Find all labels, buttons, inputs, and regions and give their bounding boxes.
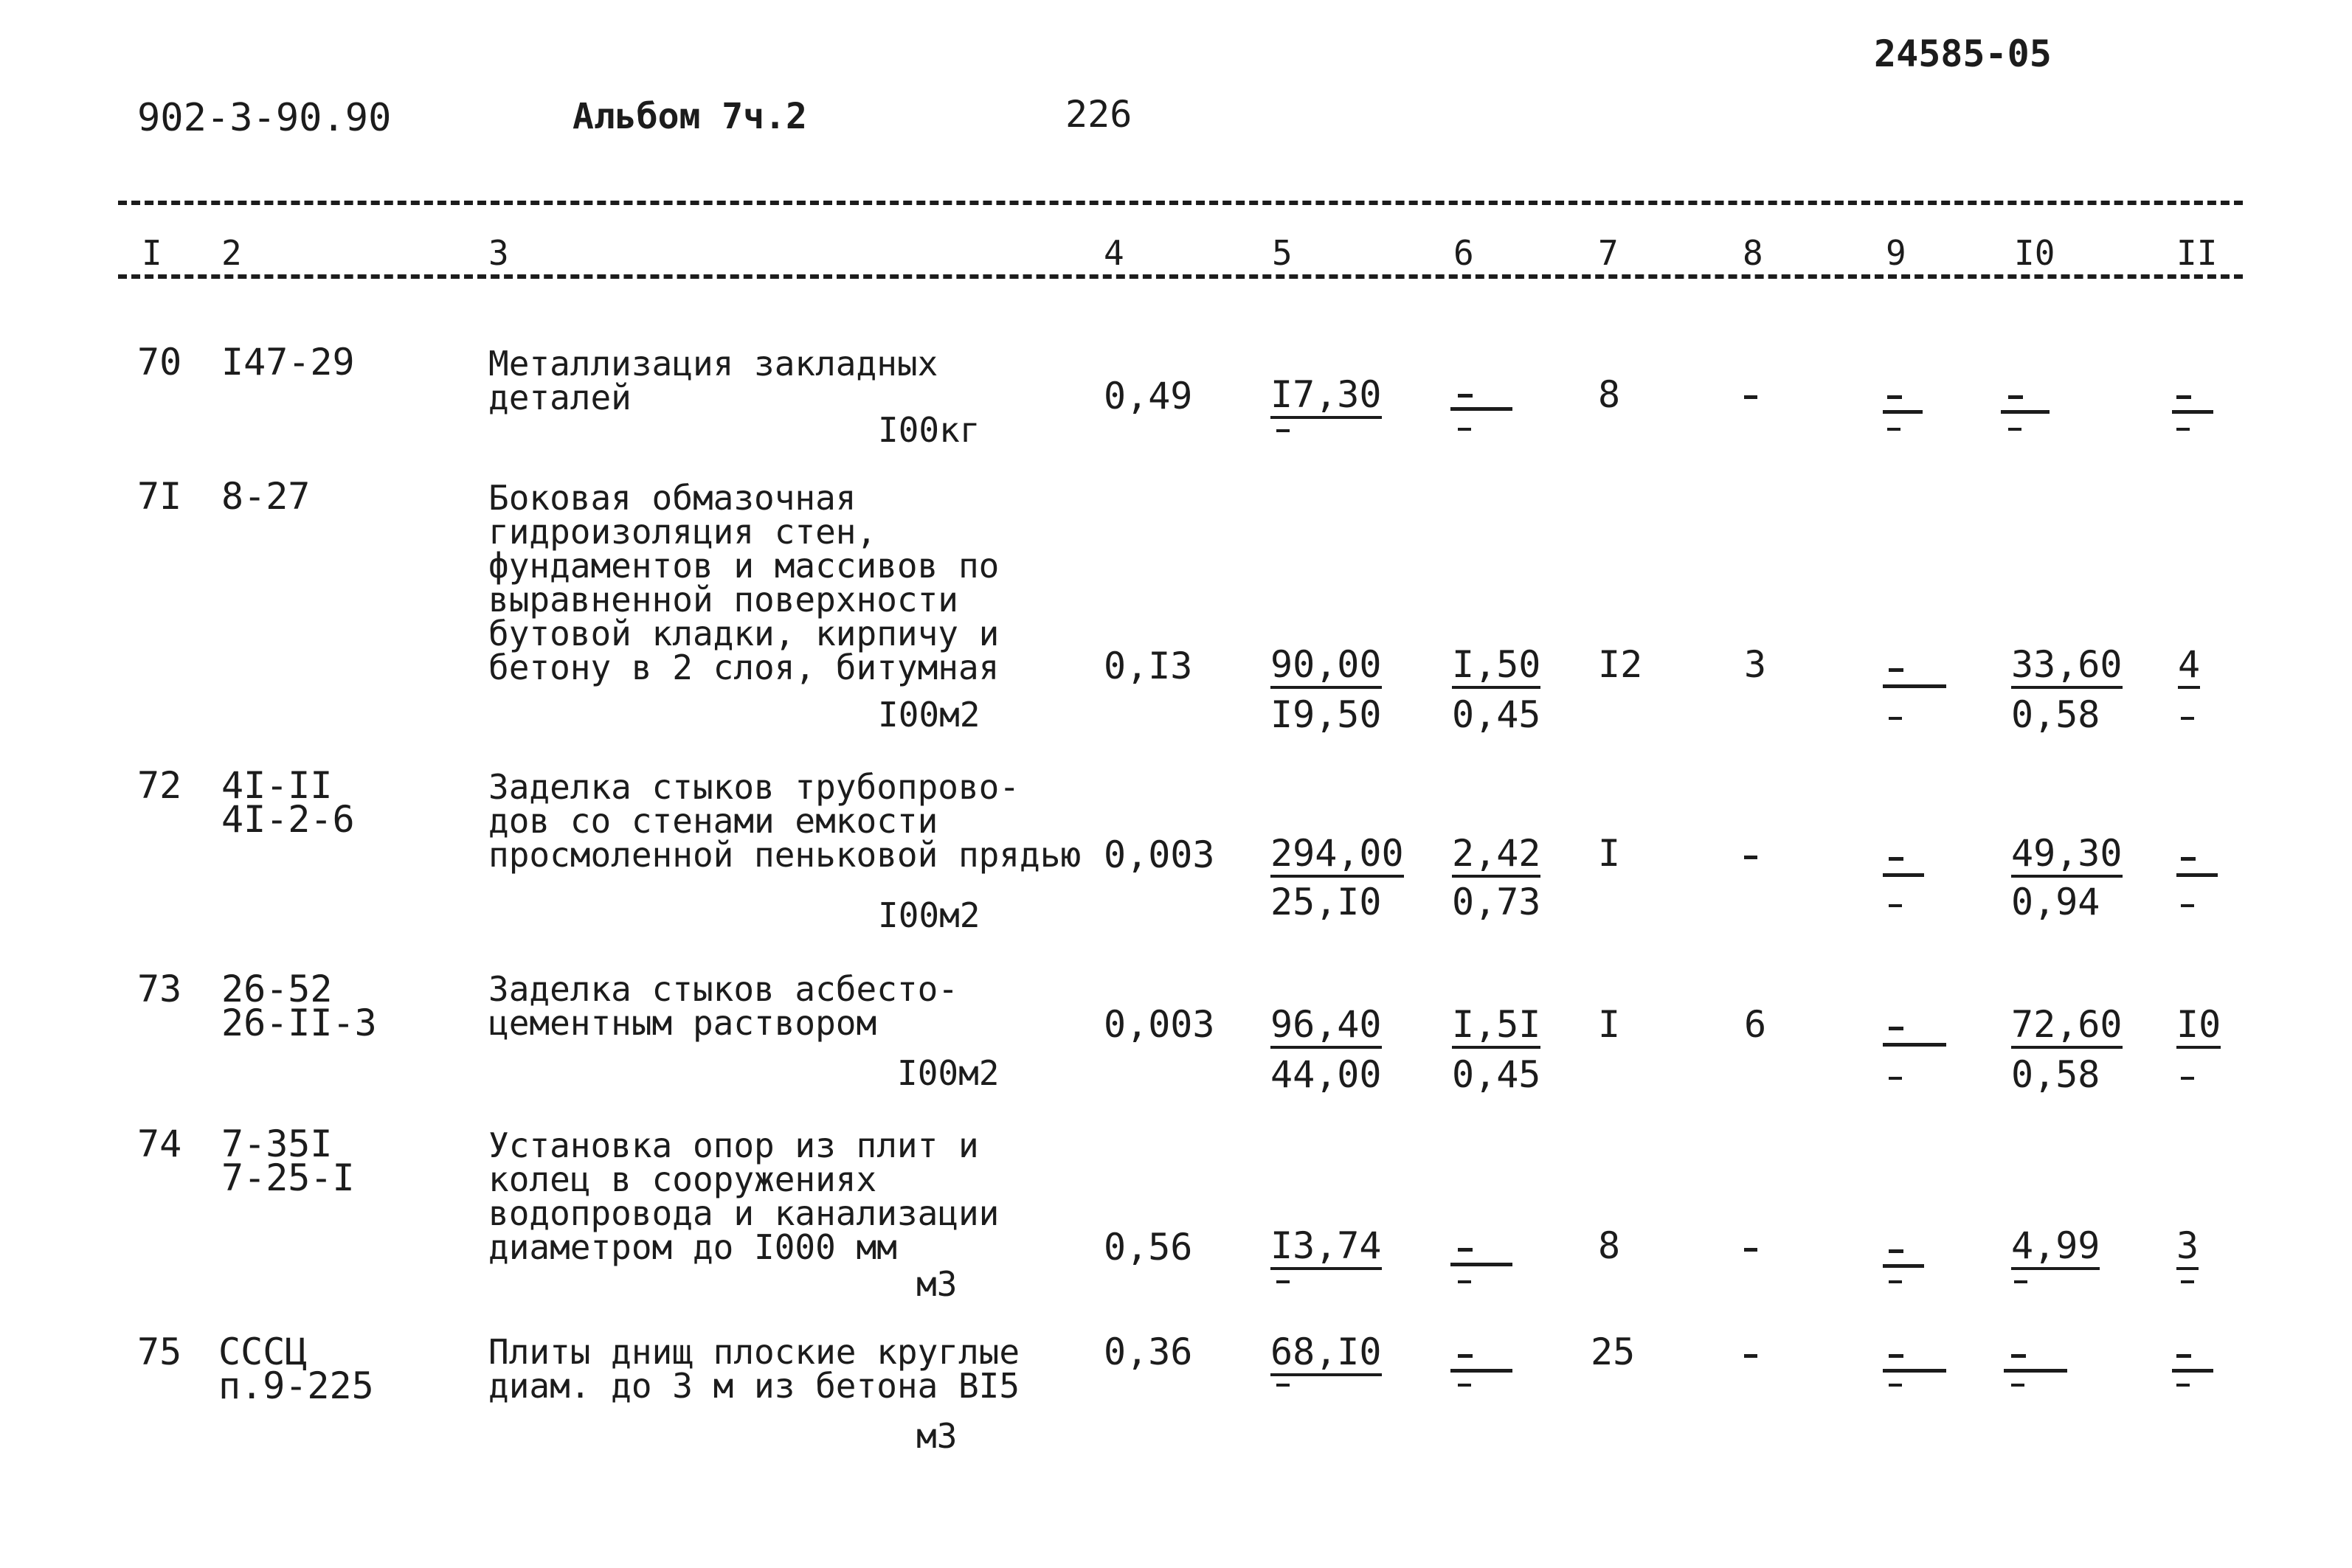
col-header-1: I (142, 233, 162, 273)
document-number: 24585-05 (1874, 32, 2052, 75)
header-bottom-rule (118, 274, 2243, 279)
norm-code-secondary: 4I-2-6 (221, 798, 355, 841)
col6-dash-bottom (1458, 1384, 1471, 1387)
work-description: Боковая обмазочная гидроизоляция стен, фундаментов и массивов по выравненной поверхности бутовой кладки, кирпичу и бетону в 2 слоя, битумная (488, 478, 1000, 687)
col11-value-top: 3 (2176, 1227, 2199, 1270)
col8-value: 6 (1744, 1003, 1767, 1046)
page-number: 226 (1065, 93, 1132, 136)
norm-code: 8-27 (221, 475, 311, 518)
col10-dash-bottom (2014, 1280, 2027, 1283)
col10-dash-top (2008, 395, 2023, 399)
unit: м3 (916, 1264, 958, 1304)
norm-code: 26-52 (221, 968, 333, 1010)
work-description: Металлизация закладных деталей (488, 344, 938, 417)
row-number: 75 (137, 1331, 182, 1373)
col6-underline (1450, 1263, 1512, 1266)
col5-value-bottom: I9,50 (1270, 693, 1382, 736)
quantity: 0,003 (1104, 1003, 1215, 1046)
norm-code: 7-35I (221, 1123, 333, 1165)
col7-value: 25 (1591, 1331, 1636, 1373)
row-number: 73 (137, 968, 182, 1010)
col6-dash-bottom (1458, 428, 1471, 431)
col11-underline (2172, 410, 2213, 414)
col11-dash-top (2176, 395, 2191, 399)
row-number: 7I (137, 475, 182, 518)
col10-value-top: 49,30 (2011, 835, 2123, 878)
col9-underline (1883, 684, 1946, 688)
col10-value-bottom: 0,58 (2011, 1053, 2100, 1096)
col7-value: 8 (1598, 1224, 1621, 1267)
col6-dash-top (1458, 1248, 1473, 1252)
col11-dash-top (2176, 1354, 2191, 1358)
col11-value-top: 4 (2178, 646, 2200, 689)
col5-value-top: 68,I0 (1270, 1333, 1382, 1376)
col10-dash-top (2011, 1354, 2026, 1358)
col6-dash-top (1458, 1354, 1473, 1358)
col-header-5: 5 (1272, 233, 1293, 273)
col8-dash (1744, 1248, 1757, 1252)
norm-code-secondary: 7-25-I (221, 1156, 355, 1199)
col9-dash-top (1889, 1027, 1903, 1030)
unit: I00кг (878, 410, 980, 450)
norm-code-secondary: 26-II-3 (221, 1002, 377, 1044)
col8-dash (1744, 856, 1757, 859)
col-header-8: 8 (1743, 233, 1763, 273)
col-header-7: 7 (1598, 233, 1619, 273)
col11-value-top: I0 (2176, 1006, 2221, 1049)
col6-value-bottom: 0,45 (1452, 693, 1541, 736)
norm-code-secondary: п.9-225 (218, 1364, 374, 1407)
col7-value: I (1598, 1003, 1621, 1046)
col9-dash-bottom (1889, 904, 1902, 907)
col-header-10: I0 (2014, 233, 2055, 273)
col9-dash-bottom (1889, 717, 1902, 720)
row-number: 70 (137, 341, 182, 384)
col-header-3: 3 (488, 233, 509, 273)
col10-dash-bottom (2011, 1384, 2024, 1387)
col-header-11: II (2176, 233, 2218, 273)
album-label: Альбом 7ч.2 (573, 96, 807, 137)
col11-dash-bottom (2181, 717, 2194, 720)
col7-value: I2 (1598, 643, 1643, 686)
col9-dash-bottom (1889, 1077, 1902, 1080)
col5-value-bottom: 25,I0 (1270, 881, 1382, 923)
col8-value: 3 (1744, 643, 1767, 686)
norm-code: 4I-II (221, 764, 333, 807)
col6-value-top: I,50 (1452, 646, 1540, 689)
col11-dash-bottom (2181, 904, 2194, 907)
col10-dash-bottom (2008, 428, 2021, 431)
col-header-4: 4 (1104, 233, 1124, 273)
col6-value-top: 2,42 (1452, 835, 1540, 878)
work-description: Установка опор из плит и колец в сооружениях водопровода и канализации диаметром до I000 мм (488, 1125, 1000, 1267)
col-header-9: 9 (1886, 233, 1906, 273)
col11-underline (2176, 873, 2218, 877)
col5-value-top: 294,00 (1270, 835, 1404, 878)
col9-dash-top (1889, 1249, 1903, 1253)
col-header-2: 2 (221, 233, 242, 273)
col9-underline (1883, 873, 1924, 877)
col9-dash-top (1889, 668, 1903, 672)
col10-underline (2004, 1369, 2067, 1373)
col10-value-top: 72,60 (2011, 1006, 2123, 1049)
col5-value-top: 90,00 (1270, 646, 1382, 689)
col9-dash-bottom (1887, 428, 1900, 431)
col9-dash-bottom (1889, 1280, 1902, 1283)
norm-code: СССЦ (218, 1331, 308, 1373)
col11-underline (2172, 1369, 2213, 1373)
unit: I00м2 (897, 1053, 1000, 1093)
col9-underline (1883, 410, 1923, 414)
norm-code: I47-29 (221, 341, 355, 384)
col11-dash-bottom (2176, 1384, 2190, 1387)
col9-dash-top (1889, 857, 1903, 861)
col9-underline (1883, 1043, 1946, 1047)
col5-dash-bottom (1276, 1384, 1290, 1387)
col10-value-bottom: 0,58 (2011, 693, 2100, 736)
col5-value-bottom: 44,00 (1270, 1053, 1382, 1096)
unit: I00м2 (878, 895, 980, 935)
quantity: 0,56 (1104, 1226, 1193, 1269)
work-description: Заделка стыков асбесто- цементным раствором (488, 969, 958, 1043)
col5-dash-bottom (1276, 429, 1290, 432)
col9-dash-bottom (1889, 1384, 1902, 1387)
quantity: 0,I3 (1104, 645, 1193, 687)
col6-underline (1450, 407, 1512, 411)
col-header-6: 6 (1453, 233, 1474, 273)
col6-value-bottom: 0,73 (1452, 881, 1541, 923)
col5-value-top: I3,74 (1270, 1227, 1382, 1270)
quantity: 0,49 (1104, 375, 1193, 417)
col9-dash-top (1889, 1354, 1903, 1358)
col6-dash-bottom (1458, 1280, 1471, 1283)
col11-dash-bottom (2181, 1077, 2194, 1080)
col6-value-bottom: 0,45 (1452, 1053, 1541, 1096)
col5-dash-bottom (1276, 1280, 1290, 1283)
col7-value: I (1598, 832, 1621, 875)
col11-dash-bottom (2181, 1280, 2194, 1283)
quantity: 0,003 (1104, 833, 1215, 876)
row-number: 72 (137, 764, 182, 807)
work-description: Заделка стыков трубопрово- дов со стенами емкости просмоленной пеньковой прядью (488, 767, 1082, 875)
document-code: 902-3-90.90 (137, 96, 392, 140)
col11-dash-bottom (2176, 428, 2190, 431)
col10-underline (2001, 410, 2050, 414)
row-number: 74 (137, 1123, 182, 1165)
col8-dash (1744, 395, 1757, 399)
quantity: 0,36 (1104, 1331, 1193, 1373)
col11-dash-top (2181, 857, 2196, 861)
unit: м3 (916, 1416, 958, 1456)
col6-dash-top (1458, 394, 1473, 398)
col9-underline (1883, 1264, 1924, 1268)
work-description: Плиты днищ плоские круглые диам. до 3 м из бетона BI5 (488, 1332, 1020, 1406)
col10-value-top: 33,60 (2011, 646, 2123, 689)
col6-value-top: I,5I (1452, 1006, 1540, 1049)
col6-underline (1450, 1369, 1512, 1373)
unit: I00м2 (878, 695, 980, 735)
col9-dash-top (1887, 395, 1902, 399)
col10-value-bottom: 0,94 (2011, 881, 2100, 923)
col8-dash (1744, 1354, 1757, 1358)
header-top-rule (118, 201, 2243, 205)
col9-underline (1883, 1369, 1946, 1373)
col7-value: 8 (1598, 373, 1621, 416)
col5-value-top: I7,30 (1270, 376, 1382, 419)
col5-value-top: 96,40 (1270, 1006, 1382, 1049)
col10-value-top: 4,99 (2011, 1227, 2100, 1270)
